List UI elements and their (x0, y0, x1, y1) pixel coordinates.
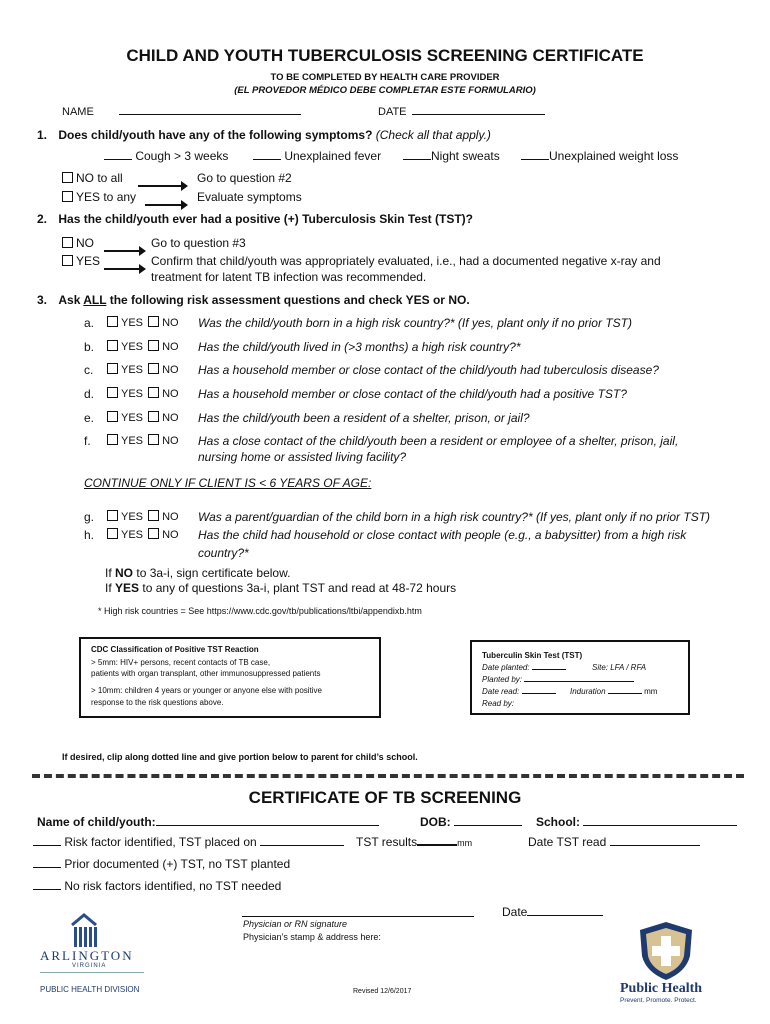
cert-option-none-check[interactable] (33, 889, 61, 890)
question-2 (37, 212, 473, 226)
q2-text: Has the child/youth ever had a positive (+) Tuberculosis Skin Test (TST)? (58, 212, 473, 226)
cdc-box-line1: > 5mm: HIV+ persons, recent contacts of TB case, (91, 658, 271, 667)
q3g-letter: g. (84, 510, 95, 524)
q3f-question-line2: nursing home or assisted living facility? (198, 450, 407, 464)
q2-number: 2. (37, 212, 48, 226)
q3a-row (84, 316, 94, 330)
page-title: CHILD AND YOUTH TUBERCULOSIS SCREENING CERTIFICATE (126, 46, 644, 65)
q3c-question: Has a household member or close contact of the child/youth had tuberculosis disease? (198, 363, 659, 377)
cert-option-prior: Prior documented (+) TST, no TST planted (33, 857, 290, 871)
q3g-question: Was a parent/guardian of the child born in a high risk country?* (If yes, plant only if no prior TST) (198, 510, 711, 524)
q3-period: . (466, 293, 470, 307)
school-field[interactable] (583, 825, 737, 826)
q2-no-label: NO (76, 236, 94, 250)
if-yes-instruction: If YES to any of questions 3a-i, plant TST and read at 48-72 hours (105, 581, 457, 595)
arrow-icon (104, 268, 144, 270)
q3e-letter: e. (84, 411, 95, 425)
tst-read-by: Read by: (482, 699, 515, 708)
q1-yes-label: YES to any (76, 190, 137, 204)
q3a-yes-checkbox[interactable] (107, 316, 118, 327)
clip-note: If desired, clip along dotted line and give portion below to parent for child’s school. (62, 752, 418, 762)
date-label: DATE (378, 106, 407, 118)
q2-yes-label: YES (76, 254, 101, 268)
arlington-name: ARLINGTON (40, 948, 134, 963)
stamp-label: Physician’s stamp & address here: (243, 932, 381, 942)
q3-no: NO (448, 293, 467, 307)
q2-no-checkbox[interactable] (62, 237, 73, 248)
q3-or: or (432, 293, 445, 307)
q3-yes: YES (405, 293, 430, 307)
q1-no-label: NO to all (76, 171, 123, 185)
tst-date-planted: Date planted: (482, 663, 566, 672)
q3h-letter: h. (84, 528, 95, 542)
continue-note: CONTINUE ONLY IF CLIENT IS < 6 YEARS OF AGE: (84, 476, 372, 490)
subtitle: TO BE COMPLETED BY HEALTH CARE PROVIDER (270, 72, 500, 83)
q3a-no-checkbox[interactable] (148, 316, 159, 327)
q3-text-all: ALL (83, 293, 107, 307)
q3-number: 3. (37, 293, 48, 307)
footnote: * High risk countries = See https://www.cdc.gov/tb/publications/ltbi/appendixb.htm (98, 606, 422, 616)
q3f-no-checkbox[interactable] (148, 434, 159, 445)
q3b-no-checkbox[interactable] (148, 340, 159, 351)
q3h-yes-checkbox[interactable] (107, 528, 118, 539)
logo-divider (40, 972, 144, 973)
q3e-yes-checkbox[interactable] (107, 411, 118, 422)
tst-results-label: TST results (356, 835, 418, 849)
q3g-no-checkbox[interactable] (148, 510, 159, 521)
arrow-icon (104, 250, 144, 252)
question-1 (37, 128, 491, 142)
q3-text-pre: Ask (58, 293, 81, 307)
cert-option-risk-check[interactable] (33, 845, 61, 846)
mm-label: mm (457, 838, 473, 848)
signature-label: Physician or RN signature (243, 919, 348, 929)
q3d-letter: d. (84, 387, 95, 401)
q3e-no-checkbox[interactable] (148, 411, 159, 422)
tst-placed-date-field[interactable] (260, 845, 344, 846)
date-tst-read-label: Date TST read (528, 835, 607, 849)
cdc-box-line2: patients with organ transplant, other immunosuppressed patients (91, 669, 321, 678)
q3a-question: Was the child/youth born in a high risk country?* (If yes, plant only if no prior TST) (198, 316, 632, 330)
certificate-title: CERTIFICATE OF TB SCREENING (248, 788, 522, 807)
q3c-no-checkbox[interactable] (148, 363, 159, 374)
q3d-question: Has a household member or close contact of the child/youth had a positive TST? (198, 387, 627, 401)
q1-number: 1. (37, 128, 48, 142)
public-health-name: Public Health (620, 981, 703, 996)
q3h-question: Has the child had household or close contact with people (e.g., a babysitter) from a high risk (198, 528, 687, 542)
cdc-classification-box (79, 637, 381, 718)
dob-label: DOB: (420, 815, 451, 829)
q3h-question-line2: country?* (198, 546, 249, 560)
cert-option-none: No risk factors identified, no TST needed (33, 879, 281, 893)
q3e-question: Has the child/youth been a resident of a shelter, prison, or jail? (198, 411, 530, 425)
q2-yes-action-line1: Confirm that child/youth was appropriately evaluated, i.e., had a documented negative x-ray and (151, 254, 661, 268)
tst-site: Site: LFA / RFA (592, 663, 647, 672)
q1-hint: (Check all that apply.) (375, 128, 491, 142)
q3c-yes-checkbox[interactable] (107, 363, 118, 374)
subtitle-spanish: (EL PROVEDOR MÉDICO DEBE COMPLETAR ESTE FORMULARIO) (234, 85, 536, 96)
signature-line[interactable] (242, 916, 474, 917)
cert-date-field[interactable] (527, 915, 603, 916)
revised-date: Revised 12/6/2017 (353, 988, 412, 995)
public-health-division: PUBLIC HEALTH DIVISION (40, 985, 140, 994)
cert-name-field[interactable] (156, 825, 379, 826)
tst-box-title: Tuberculin Skin Test (TST) (482, 651, 583, 660)
symptom-cough[interactable]: Cough > 3 weeks (104, 149, 228, 163)
q1-no-action: Go to question #2 (197, 171, 292, 185)
q2-yes-action-line2: treatment for latent TB infection was recommended. (151, 270, 427, 284)
public-health-tagline: Prevent. Promote. Protect. (620, 997, 697, 1004)
cert-option-prior-check[interactable] (33, 867, 61, 868)
cdc-box-line4: response to the risk questions above. (91, 698, 224, 707)
q3b-letter: b. (84, 340, 95, 354)
tst-induration: Induration mm (570, 687, 658, 696)
arrow-icon (145, 204, 186, 206)
question-3 (37, 293, 470, 307)
q3b-question: Has the child/youth lived in (>3 months) a high risk country?* (198, 340, 521, 354)
q2-no-action: Go to question #3 (151, 236, 246, 250)
school-label: School: (536, 815, 580, 829)
tst-box (470, 640, 690, 715)
q1-yes-action: Evaluate symptoms (197, 190, 302, 204)
q3f-letter: f. (84, 434, 91, 448)
symptom-fever[interactable]: Unexplained fever (253, 149, 381, 163)
symptom-weight-loss[interactable]: Unexplained weight loss (521, 149, 678, 163)
public-health-shield-icon (636, 920, 696, 987)
q1-yes-checkbox[interactable] (62, 191, 73, 202)
q3g-yes-checkbox[interactable] (107, 510, 118, 521)
date-field[interactable] (412, 114, 545, 115)
cdc-box-title: CDC Classification of Positive TST Reaction (91, 645, 259, 654)
q1-text: Does child/youth have any of the following symptoms? (58, 128, 373, 142)
name-field[interactable] (119, 114, 301, 115)
name-label: NAME (62, 106, 94, 118)
cut-line (32, 774, 744, 778)
q3f-yes-checkbox[interactable] (107, 434, 118, 445)
q3f-question: Has a close contact of the child/youth been a resident or employee of a shelter, prison, jail, (198, 434, 679, 448)
q3c-letter: c. (84, 363, 94, 377)
symptom-night-sweats[interactable]: Night sweats (403, 149, 500, 163)
q3d-no-checkbox[interactable] (148, 387, 159, 398)
q2-yes-checkbox[interactable] (62, 255, 73, 266)
q3h-no-checkbox[interactable] (148, 528, 159, 539)
date-tst-read-field[interactable] (610, 845, 700, 846)
q3-text-post: the following risk assessment questions and check (109, 293, 403, 307)
q3d-yes-checkbox[interactable] (107, 387, 118, 398)
cert-date-label: Date (502, 905, 528, 919)
cdc-box-line3: > 10mm: children 4 years or younger or anyone else with positive (91, 686, 323, 695)
tst-results-field[interactable] (417, 844, 457, 846)
tst-date-read: Date read: (482, 687, 556, 696)
tst-planted-by: Planted by: (482, 675, 634, 684)
cert-name-row: Name of child/youth: (37, 815, 379, 829)
q3a-letter: a. (84, 316, 95, 330)
arrow-icon (138, 185, 186, 187)
if-no-instruction: If NO to 3a-i, sign certificate below. (105, 566, 291, 580)
arlington-sub: VIRGINIA (72, 963, 107, 969)
dob-field[interactable] (454, 825, 522, 826)
q3b-yes-checkbox[interactable] (107, 340, 118, 351)
q1-no-checkbox[interactable] (62, 172, 73, 183)
cert-option-risk: Risk factor identified, TST placed on (33, 835, 344, 849)
